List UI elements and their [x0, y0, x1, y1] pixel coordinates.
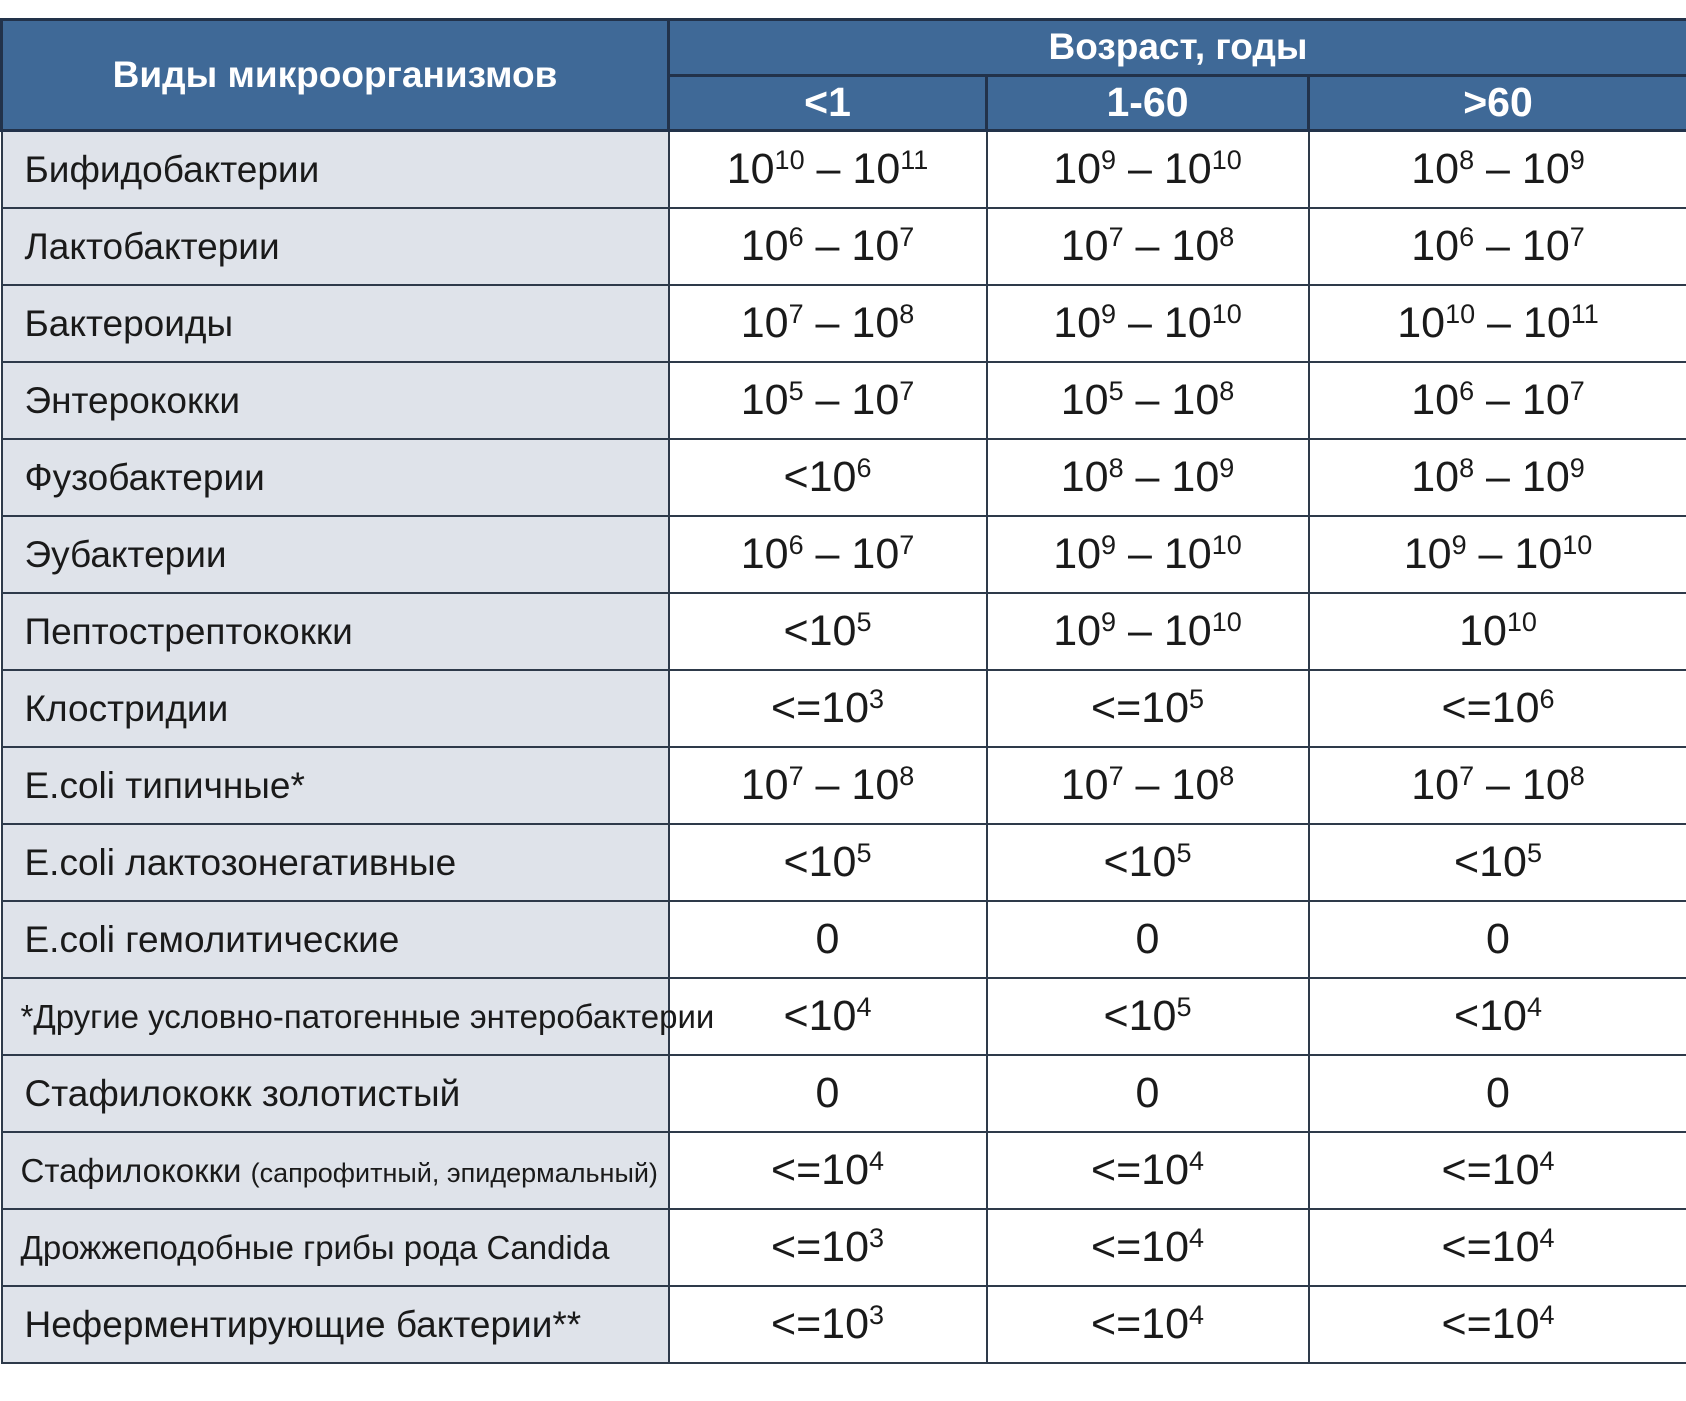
count-exponent-low: 5: [856, 838, 872, 868]
count-exponent-low: 3: [869, 1300, 885, 1330]
table-row: [2, 1209, 1686, 1286]
count-base-high: 10: [1514, 530, 1563, 578]
count-exponent-high: 11: [900, 145, 929, 175]
count-base-high: 10: [851, 530, 900, 578]
count-exponent-high: 8: [1219, 222, 1235, 252]
count-cell: [987, 1286, 1309, 1363]
species-name-text: Бактероиды: [24, 302, 234, 344]
count-exponent-low: 9: [1101, 299, 1117, 329]
count-base: <10: [783, 838, 857, 886]
count-base: 10: [1411, 145, 1460, 193]
species-name: [2, 747, 669, 824]
range-separator: –: [1123, 761, 1172, 809]
count-exponent-high: 11: [1570, 299, 1599, 329]
count-base: 0: [815, 1069, 840, 1117]
count-base: <=10: [770, 684, 870, 732]
count-base: 10: [1403, 530, 1452, 578]
count-base: 10: [1060, 453, 1109, 501]
count-base: <10: [1103, 838, 1177, 886]
species-name: [2, 439, 669, 516]
count-base: 0: [1486, 915, 1510, 963]
count-base: 10: [726, 145, 775, 193]
count-exponent-low: 7: [788, 299, 804, 329]
count-exponent-low: 4: [869, 1146, 885, 1176]
range-separator: –: [1116, 299, 1164, 347]
count-exponent-low: 7: [1108, 222, 1124, 252]
count-cell: [987, 285, 1309, 362]
count-base: <10: [783, 607, 857, 655]
count-cell: [669, 978, 987, 1055]
count-exponent-high: 7: [899, 222, 915, 252]
count-base-high: 10: [1521, 376, 1570, 424]
count-base: 10: [740, 299, 789, 347]
count-base: <=10: [1090, 1223, 1190, 1271]
species-name-text: Бифидобактерии: [24, 148, 320, 190]
count-base: <10: [783, 453, 857, 501]
count-cell: [1309, 670, 1686, 747]
count-exponent-low: 6: [1459, 222, 1475, 252]
count-base: <=10: [770, 1223, 870, 1271]
count-base: <10: [1454, 838, 1527, 886]
species-name-text: Дрожжеподобные грибы рода Candida: [20, 1228, 610, 1266]
count-cell: [987, 978, 1309, 1055]
species-name: [2, 362, 669, 439]
range-separator: –: [804, 145, 853, 193]
count-exponent-high: 10: [1562, 530, 1593, 560]
count-cell: [669, 439, 987, 516]
count-base-high: 10: [1171, 376, 1220, 424]
range-separator: –: [1474, 453, 1522, 501]
count-base: <=10: [1441, 1223, 1540, 1271]
table-row: [2, 1132, 1686, 1209]
count-exponent-high: 8: [899, 299, 915, 329]
count-base: <=10: [1441, 1146, 1540, 1194]
range-separator: –: [1474, 222, 1522, 270]
table-row: [2, 362, 1686, 439]
count-base-high: 10: [1521, 222, 1570, 270]
count-base-high: 10: [851, 222, 900, 270]
range-separator: –: [1116, 530, 1164, 578]
count-exponent-high: 10: [1211, 145, 1242, 175]
count-cell: [669, 1286, 987, 1363]
count-base-high: 10: [1521, 453, 1570, 501]
count-base: 0: [815, 915, 840, 963]
count-exponent-low: 7: [1108, 761, 1124, 791]
count-exponent-high: 7: [899, 530, 915, 560]
species-name-text: Клостридии: [24, 687, 229, 729]
species-name-text: Лактобактерии: [24, 225, 280, 267]
count-exponent-low: 9: [1101, 607, 1117, 637]
count-exponent-low: 9: [1101, 145, 1117, 175]
table-body: [2, 131, 1686, 1364]
count-base: 10: [1053, 299, 1102, 347]
table-row: [2, 901, 1686, 978]
count-cell: [987, 1055, 1309, 1132]
species-name: [2, 1209, 669, 1286]
count-exponent-low: 4: [1189, 1223, 1205, 1253]
count-exponent-high: 7: [899, 376, 915, 406]
species-name: [2, 131, 669, 209]
species-name-text: E.coli лактозонегативные: [24, 841, 457, 883]
count-exponent-low: 5: [1176, 838, 1192, 868]
count-exponent-low: 6: [1459, 376, 1475, 406]
table-row: [2, 208, 1686, 285]
species-name: [2, 208, 669, 285]
count-cell: [669, 593, 987, 670]
species-name: [2, 901, 669, 978]
count-base-high: 10: [1163, 607, 1212, 655]
count-exponent-low: 7: [788, 761, 804, 791]
count-exponent-low: 8: [1459, 453, 1475, 483]
table-row: [2, 670, 1686, 747]
range-separator: –: [1474, 761, 1522, 809]
count-exponent-low: 9: [1101, 530, 1117, 560]
count-base: <10: [1103, 992, 1177, 1040]
count-cell: [669, 1132, 987, 1209]
table-row: [2, 439, 1686, 516]
count-exponent-low: 4: [1526, 992, 1542, 1022]
table-row: [2, 824, 1686, 901]
count-base: 10: [740, 530, 789, 578]
count-cell: [1309, 285, 1686, 362]
count-cell: [1309, 747, 1686, 824]
count-base: 0: [1135, 915, 1160, 963]
count-cell: [987, 1209, 1309, 1286]
count-exponent-high: 8: [899, 761, 915, 791]
count-cell: [669, 362, 987, 439]
species-name: [2, 1055, 669, 1132]
species-name: [2, 285, 669, 362]
species-name: [2, 978, 715, 1055]
count-cell: [1309, 901, 1686, 978]
count-cell: [1309, 978, 1686, 1055]
count-exponent-low: 10: [774, 145, 805, 175]
count-exponent-low: 5: [1526, 838, 1542, 868]
table-row: [2, 285, 1686, 362]
range-separator: –: [1123, 453, 1172, 501]
count-exponent-high: 7: [1569, 376, 1585, 406]
count-exponent-high: 10: [1211, 299, 1242, 329]
count-cell: [1309, 131, 1686, 209]
range-separator: –: [803, 376, 852, 424]
species-name: [2, 824, 669, 901]
count-base-high: 10: [1163, 530, 1212, 578]
count-base: 10: [740, 376, 789, 424]
count-cell: [987, 208, 1309, 285]
count-cell: [987, 516, 1309, 593]
species-name: [2, 1132, 669, 1209]
count-cell: [987, 747, 1309, 824]
count-base: 10: [1060, 376, 1109, 424]
range-separator: –: [1123, 222, 1172, 270]
count-base: <=10: [1441, 1300, 1540, 1348]
count-base: 0: [1486, 1069, 1510, 1117]
count-exponent-high: 9: [1569, 145, 1585, 175]
count-cell: [987, 131, 1309, 209]
count-exponent-low: 10: [1445, 299, 1476, 329]
count-exponent-low: 10: [1506, 607, 1537, 637]
count-exponent-low: 9: [1451, 530, 1467, 560]
count-exponent-low: 3: [869, 684, 885, 714]
age-band-under-1: <1: [669, 75, 987, 131]
count-exponent-low: 4: [1189, 1146, 1205, 1176]
count-base: <=10: [770, 1300, 870, 1348]
count-base: <=10: [770, 1146, 870, 1194]
count-base: 10: [740, 761, 789, 809]
count-cell: [987, 439, 1309, 516]
count-exponent-low: 4: [1539, 1146, 1555, 1176]
count-cell: [669, 901, 987, 978]
species-name: [2, 593, 669, 670]
count-cell: [669, 1209, 987, 1286]
count-base: 10: [740, 222, 789, 270]
count-exponent-high: 10: [1211, 530, 1242, 560]
count-cell: [1309, 439, 1686, 516]
count-exponent-low: 5: [856, 607, 872, 637]
species-name-text: Стафилококки: [20, 1151, 242, 1189]
count-base-high: 10: [851, 376, 900, 424]
count-exponent-high: 10: [1211, 607, 1242, 637]
count-cell: [1309, 1055, 1686, 1132]
count-base-high: 10: [851, 299, 900, 347]
age-band-over-60: >60: [1309, 75, 1686, 131]
range-separator: –: [1475, 299, 1523, 347]
count-exponent-low: 6: [788, 222, 804, 252]
count-cell: [669, 208, 987, 285]
count-exponent-low: 4: [856, 992, 872, 1022]
count-exponent-high: 9: [1219, 453, 1235, 483]
count-base: 10: [1053, 530, 1102, 578]
age-group-header: Возраст, годы: [669, 20, 1686, 76]
count-exponent-high: 8: [1569, 761, 1585, 791]
count-exponent-low: 4: [1539, 1300, 1555, 1330]
species-column-header: Виды микроорганизмов: [2, 20, 669, 131]
count-cell: [1309, 824, 1686, 901]
microflora-table: [0, 18, 1686, 1364]
count-exponent-low: 4: [1539, 1223, 1555, 1253]
count-exponent-low: 5: [1108, 376, 1124, 406]
count-cell: [1309, 593, 1686, 670]
count-exponent-low: 6: [788, 530, 804, 560]
count-base: 10: [1411, 453, 1460, 501]
microflora-table-container: [0, 18, 1686, 1364]
count-cell: [1309, 1209, 1686, 1286]
count-base-high: 10: [1171, 761, 1220, 809]
count-cell: [1309, 362, 1686, 439]
range-separator: –: [803, 761, 852, 809]
count-cell: [987, 1132, 1309, 1209]
range-separator: –: [803, 530, 852, 578]
count-cell: [1309, 1286, 1686, 1363]
species-name-text: E.coli гемолитические: [24, 918, 400, 960]
count-exponent-low: 4: [1189, 1300, 1205, 1330]
table-row: [2, 978, 1686, 1055]
count-base: <10: [783, 992, 857, 1040]
count-cell: [669, 824, 987, 901]
count-base: <10: [1454, 992, 1527, 1040]
count-base: <=10: [1090, 1146, 1190, 1194]
species-note: (сапрофитный, эпидермальный): [250, 1157, 658, 1188]
count-cell: [1309, 516, 1686, 593]
table-row: [2, 131, 1686, 209]
table-row: [2, 1055, 1686, 1132]
species-name-text: Пептострептококки: [24, 610, 353, 652]
count-base: 10: [1411, 222, 1460, 270]
count-cell: [669, 747, 987, 824]
count-exponent-low: 5: [788, 376, 804, 406]
count-base: 10: [1459, 607, 1507, 655]
range-separator: –: [1116, 607, 1164, 655]
count-exponent-low: 5: [1176, 992, 1192, 1022]
age-band-1-60: 1-60: [987, 75, 1309, 131]
range-separator: –: [1123, 376, 1172, 424]
table-row: [2, 516, 1686, 593]
count-exponent-low: 5: [1189, 684, 1205, 714]
species-name: [2, 670, 669, 747]
count-base: 10: [1397, 299, 1446, 347]
range-separator: –: [803, 222, 852, 270]
species-name-text: Эубактерии: [24, 533, 227, 575]
count-cell: [669, 670, 987, 747]
table-row: [2, 747, 1686, 824]
count-base: 10: [1053, 607, 1102, 655]
table-row: [2, 1286, 1686, 1363]
count-exponent-low: 3: [869, 1223, 885, 1253]
species-name: [2, 1286, 669, 1363]
range-separator: –: [1474, 145, 1522, 193]
count-cell: [669, 516, 987, 593]
count-base: <=10: [1441, 684, 1540, 732]
range-separator: –: [1116, 145, 1164, 193]
count-exponent-low: 6: [856, 453, 872, 483]
count-cell: [1309, 208, 1686, 285]
count-base-high: 10: [1521, 761, 1570, 809]
count-exponent-high: 8: [1219, 376, 1235, 406]
count-exponent-high: 8: [1219, 761, 1235, 791]
count-base-high: 10: [1163, 145, 1212, 193]
count-exponent-low: 8: [1459, 145, 1475, 175]
range-separator: –: [1466, 530, 1515, 578]
count-base: 10: [1060, 761, 1109, 809]
count-base-high: 10: [1171, 453, 1220, 501]
species-name-text: Энтерококки: [24, 379, 241, 421]
count-exponent-high: 9: [1569, 453, 1585, 483]
count-base-high: 10: [1522, 299, 1571, 347]
range-separator: –: [803, 299, 852, 347]
count-base: 10: [1053, 145, 1102, 193]
count-cell: [669, 285, 987, 362]
table-header: [2, 20, 1686, 131]
count-cell: [987, 670, 1309, 747]
count-base-high: 10: [1521, 145, 1570, 193]
range-separator: –: [1474, 376, 1522, 424]
count-exponent-high: 7: [1569, 222, 1585, 252]
count-cell: [669, 131, 987, 209]
count-base: 10: [1060, 222, 1109, 270]
count-base: 10: [1411, 376, 1460, 424]
count-base: 10: [1411, 761, 1460, 809]
count-cell: [987, 362, 1309, 439]
count-base-high: 10: [851, 761, 900, 809]
count-cell: [669, 1055, 987, 1132]
count-base-high: 10: [852, 145, 901, 193]
species-name-text: Неферментирующие бактерии**: [24, 1303, 582, 1345]
count-base-high: 10: [1163, 299, 1212, 347]
species-name: [2, 516, 669, 593]
count-cell: [987, 901, 1309, 978]
count-base-high: 10: [1171, 222, 1220, 270]
count-cell: [987, 593, 1309, 670]
count-base: 0: [1135, 1069, 1160, 1117]
count-base: <=10: [1090, 684, 1190, 732]
species-name-text: Фузобактерии: [24, 456, 265, 498]
count-exponent-low: 6: [1539, 684, 1555, 714]
species-name-text: Стафилококк золотистый: [24, 1072, 461, 1114]
table-row: [2, 593, 1686, 670]
count-exponent-low: 7: [1459, 761, 1475, 791]
count-base: <=10: [1090, 1300, 1190, 1348]
species-name-text: E.coli типичные*: [24, 764, 305, 806]
species-name-text: *Другие условно-патогенные энтеробактерии: [20, 997, 715, 1035]
count-exponent-low: 8: [1108, 453, 1124, 483]
count-cell: [1309, 1132, 1686, 1209]
count-cell: [987, 824, 1309, 901]
